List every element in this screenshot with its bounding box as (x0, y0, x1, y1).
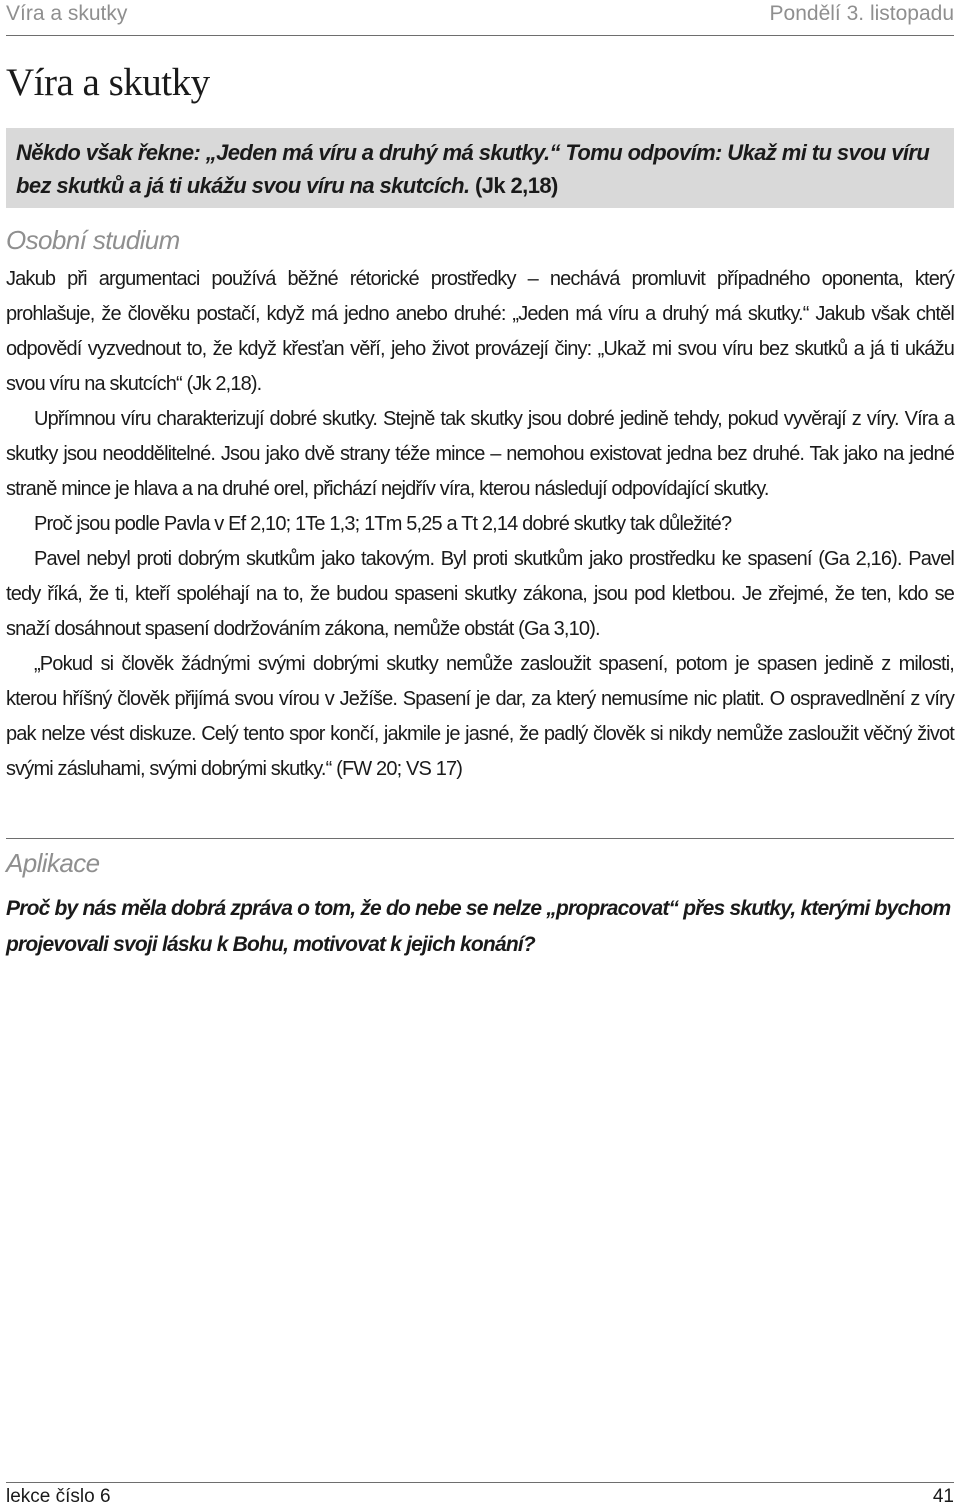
section-heading-personal-study: Osobní studium (6, 225, 180, 255)
study-quote: „Pokud si člověk žádnými svými dobrými skutky nemůže zasloužit spasení, potom je spasen jedině z milosti, kterou hříšný člověk přijímá svou vírou v Ježíše. Spasení je dar, za který nemusíme nic platit. O ospravedlnění z víry pak nelze vést diskuze. Celý tento spor končí, jakmile je jasné, že padlý člověk si nikdy nemůže zasloužit věčný život svými zásluhami, svými dobrými skutky.“ (FW 20; VS 17) (6, 653, 954, 780)
page-footer (6, 1486, 954, 1512)
study-question: Proč jsou podle Pavla v Ef 2,10; 1Te 1,3; 1Tm 5,25 a Tt 2,14 dobré skutky tak důležité? (34, 513, 732, 535)
memory-verse (16, 136, 946, 202)
header-rule (6, 35, 954, 36)
study-paragraph: Upřímnou víru charakterizují dobré skutky. Stejně tak skutky jsou dobré jedině tehdy, pokud vyvěrají z víry. Víra a skutky jsou neoddělitelné. Jsou jako dvě strany téže mince – nemohou existovat jedna bez druhé. Tak jako na jedné straně mince je hlava a na druhé orel, přichází nejdřív víra, kterou následují odpovídající skutky. (6, 408, 954, 500)
study-paragraph: Jakub při argumentaci používá běžné rétorické prostředky – nechává promluvit případného oponenta, který prohlašuje, že člověku postačí, když má jedno anebo druhé: „Jeden má víru a druhý má skutky.“ Jakub však chtěl odpovědí vyzvednout to, že když křesťan věří, jeho život provázejí činy: „Ukaž mi svou víru bez skutků a já ti ukážu svou víru na skutcích“ (Jk 2,18). (6, 268, 954, 395)
running-head-date: Pondělí 3. listopadu (769, 2, 954, 25)
memory-verse-reference: (Jk 2,18) (475, 173, 558, 198)
footer-lesson-number: lekce číslo 6 (6, 1486, 111, 1507)
page-number: 41 (932, 1486, 954, 1507)
section-heading-application: Aplikace (6, 848, 100, 878)
page-title: Víra a skutky (6, 61, 210, 104)
running-head (6, 2, 954, 32)
running-head-lesson-title: Víra a skutky (6, 2, 128, 25)
section-rule (6, 838, 954, 839)
footer-rule (6, 1482, 954, 1483)
study-paragraph: Pavel nebyl proti dobrým skutkům jako takovým. Byl proti skutkům jako prostředku ke spasení (Ga 2,16). Pavel tedy říká, že ti, kteří spoléhají na to, že budou spaseni skutky zákona, jsou pod kletbou. Je zřejmé, že ten, kdo se snaží dosáhnout spasení dodržováním zákona, nemůže obstát (Ga 3,10). (6, 548, 954, 640)
application-question: Proč by nás měla dobrá zpráva o tom, že do nebe se nelze „propracovat“ přes skutky, kterými bychom projevovali svoji lásku k Bohu, motivovat k jejich konání? (6, 897, 951, 956)
memory-verse-box (6, 128, 954, 208)
memory-verse-text: Někdo však řekne: „Jeden má víru a druhý má skutky.“ Tomu odpovím: Ukaž mi tu svou víru bez skutků a já ti ukážu svou víru na skutcích. (16, 140, 930, 198)
personal-study-body (6, 262, 954, 787)
